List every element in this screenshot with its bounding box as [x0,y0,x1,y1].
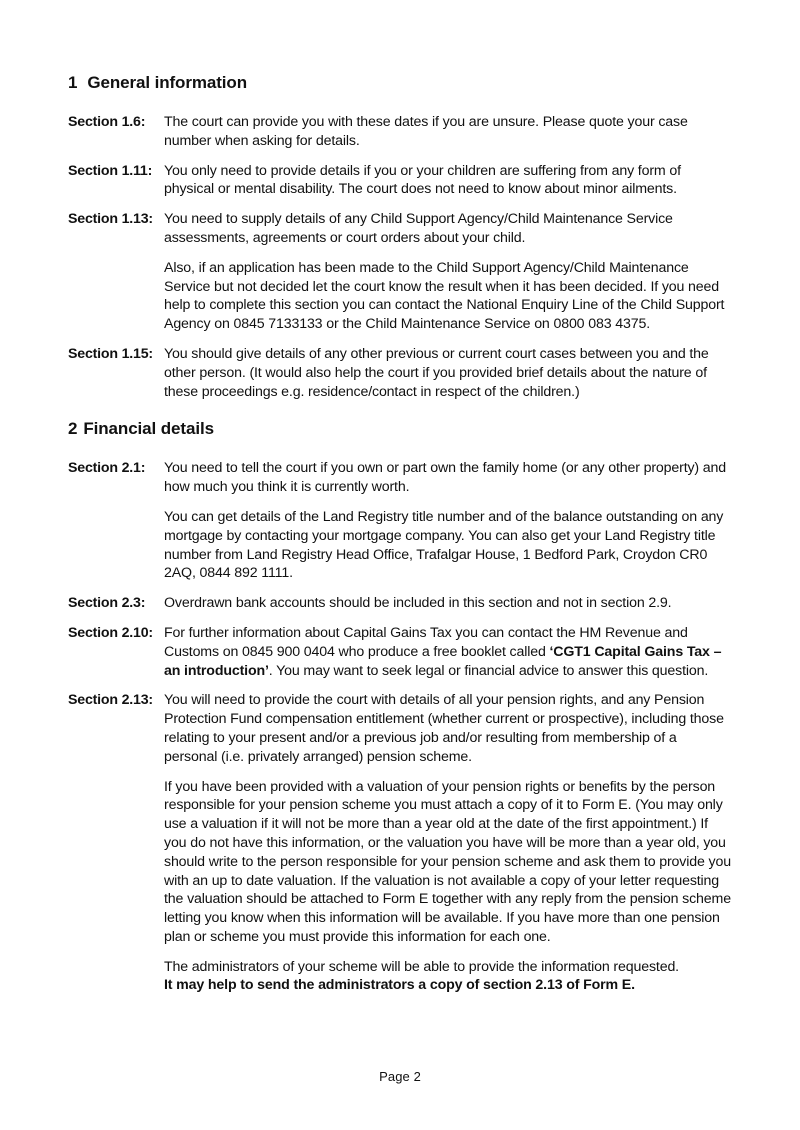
section-title: General information [87,73,247,92]
entry-paragraph: If you have been provided with a valuation of your pension rights or benefits by the person responsible for your pension scheme you must attach a copy of it to Form E. (You may only use a valuation if it will not be more than a year old at the date of the first appointment.) If you do not have this information, or the valuation you have will be more than a year old, you should write to the person responsible for your pension scheme and ask them to provide you with an up to date valuation. If the valuation is not available a copy of your letter requesting the valuation should be attached to Form E together with any reply from the pension scheme letting you know when this information will be available. If you have more than one pension plan or scheme you must provide this information for each one. [164,778,731,945]
entry-paragraph: You only need to provide details if you or your children are suffering from any form of physical or mental disability. The court does not need to know about minor ailments. [164,162,681,198]
entry-section-1-15 [68,345,733,401]
section-number: 1 [68,73,78,92]
entry-section-1-11 [68,162,733,200]
entry-text: For further information about Capital Gains Tax you can contact the HM Revenue and Customs on 0845 900 0404 who produce a free booklet called [164,624,688,660]
entry-paragraph [164,958,733,996]
entry-label: Section 1.13: [68,211,153,228]
booklet-title: ‘CGT1 Capital Gains Tax – an introduction’ [164,643,722,679]
entry-body [164,594,733,613]
entry-label: Section 2.1: [68,460,146,477]
entry-paragraph: Overdrawn bank accounts should be included in this section and not in section 2.9. [164,595,672,612]
entry-label: Section 1.11: [68,162,153,179]
entry-body [164,162,733,200]
entry-label: Section 2.13: [68,692,153,709]
page-number: Page 2 [379,1069,421,1084]
entry-paragraph: You need to supply details of any Child Support Agency/Child Maintenance Service assessments, agreements or court orders about your child. [164,211,673,246]
entry-paragraph [164,624,733,680]
entry-label: Section 2.3: [68,595,146,612]
entry-body [164,691,733,995]
bold-note: It may help to send the administrators a copy of section 2.13 of Form E. [164,977,635,994]
entry-label: Section 2.10: [68,624,153,641]
entry-section-1-13 [68,210,733,334]
entry-body [164,459,733,583]
entry-text: The administrators of your scheme will be able to provide the information requested. [164,958,679,975]
entry-paragraph: You can get details of the Land Registry title number and of the balance outstanding on any mortgage by contacting your mortgage company. You can also get your Land Registry title number from Land Registry Head Office, Trafalgar House, 1 Bedford Park, Croydon CR0 2AQ, 0844 892 1111. [164,508,724,582]
entry-section-2-10 [68,624,733,680]
entry-section-1-6 [68,113,733,151]
entry-paragraph: Also, if an application has been made to the Child Support Agency/Child Maintenance Service but not decided let the court know the result when it has been decided. If you need help to complete this section you can contact the National Enquiry Line of the Child Support Agency on 0845 7133133 or the Child Maintenance Service on 0800 083 4375. [164,259,725,333]
entry-body [164,345,733,401]
document-page [68,72,733,1006]
section-title: Financial details [83,419,214,439]
section-heading-general-information [68,72,733,94]
entry-label: Section 1.6: [68,114,146,130]
section-heading-financial-details [68,418,733,440]
entry-paragraph: You will need to provide the court with details of all your pension rights, and any Pension Protection Fund compensation entitlement (whether current or prospective), including those relating to your present and/or a previous job and/or resulting from membership of a personal (i.e. privately arranged) pension scheme. [164,692,724,765]
entry-paragraph: You need to tell the court if you own or part own the family home (or any other property) and how much you think it is currently worth. [164,460,727,496]
entry-paragraph: The court can provide you with these dates if you are unsure. Please quote your case number when asking for details. [164,114,688,149]
entry-section-2-13 [68,691,733,995]
entry-body [164,210,733,334]
entry-paragraph: You should give details of any other previous or current court cases between you and the other person. (It would also help the court if you provided brief details about the nature of these proceedings e.g. residence/contact in respect of the children.) [164,345,709,400]
entry-body [164,113,733,151]
entry-label: Section 1.15: [68,345,153,362]
entry-text: . You may want to seek legal or financial advice to answer this question. [268,662,709,679]
section-number: 2 [68,419,78,439]
entry-section-2-3 [68,594,733,613]
entry-body [164,624,733,680]
entry-section-2-1 [68,459,733,583]
